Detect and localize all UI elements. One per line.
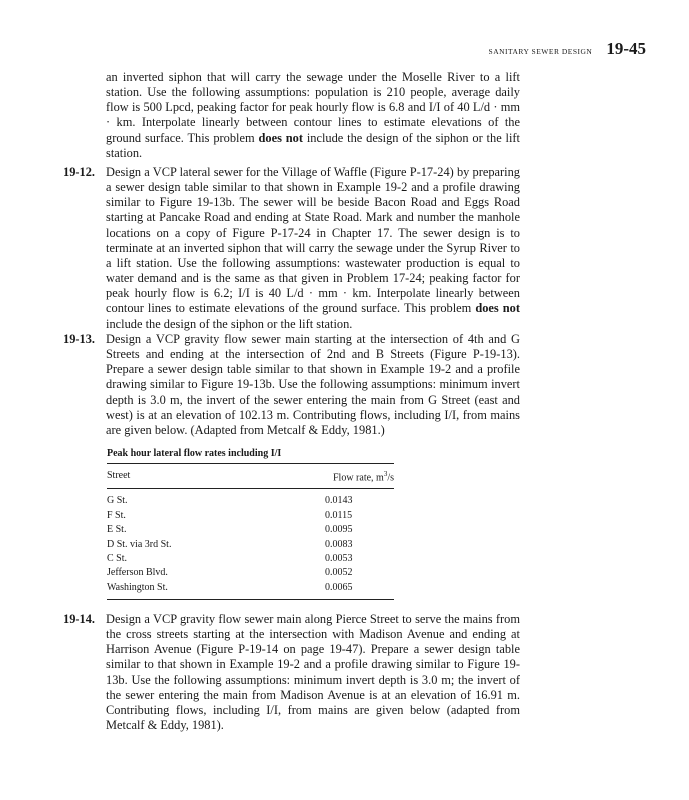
table-row [107,566,394,580]
table-row [107,538,394,552]
street-cell: Jefferson Blvd. [107,567,168,579]
problem-19-12 [63,165,520,332]
flow-cell: 0.0083 [325,538,353,550]
table-row [107,509,394,523]
problem-tail: include the design of the siphon or the lift station. [106,316,353,331]
table-row [107,494,394,508]
column-header-street: Street [107,470,131,481]
flow-cell: 0.0143 [325,495,353,507]
flow-cell: 0.0053 [325,552,353,564]
page-header [489,39,646,59]
column-header-flow: Flow rate, $m^3/s$ [333,470,394,484]
flow-cell: 0.0095 [325,524,353,536]
running-title: SANITARY SEWER DESIGN [488,47,593,56]
table-row [107,581,394,595]
problem-number: 19-13. [63,332,96,346]
table-header [107,464,394,488]
problem-lead: Design a VCP lateral sewer for the Village of Waffle (Figure P-17-24) by preparing a sewer design table similar to that shown in Example 19-2 and a profile drawing similar to Figure 19-13b. The sewer will be beside Bacon Road and Eggs Road starting at Pancake Road and ending at State Road. Mark and number the manhole locations on a copy of Figure P-17-24 in Chapter 17. The sewer design is to terminate at an inverted siphon that will carry the sewage under the Syrup River to a lift station. Use the following assumptions: wastewater production is equal to water demand and is the same as that given in Problem 17-24; peaking factor for peak hourly flow is 6.2; I/I is 40 L/d · mm · km. Interpolate linearly between contour lines to estimate elevations of the ground surface. This problem [106,165,520,316]
table-row [107,523,394,537]
flow-cell: 0.0065 [325,581,353,593]
continuation-tail: include the design of the siphon or the lift station. [106,130,521,160]
flow-cell: 0.0115 [325,509,353,521]
problem-text: Design a VCP gravity flow sewer main along Pierce Street to serve the mains from the cross streets starting at the intersection with Madison Avenue and ending at Harrison Avenue (Figure P-19-14 on page 19-47). Prepare a sewer design table similar to that shown in Example 19-2 and a profile drawing similar to Figure 19-13b. Use the following assumptions: minimum invert depth is 3.0 m; the invert of the sewer entering the main from Madison Avenue is at an elevation of 16.91 m. Contributing flows, including I/I, from mains are given below (adapted from Metcalf & Eddy, 1981). [106,612,520,733]
continuation-lead: an inverted siphon that will carry the sewage under the Moselle River to a lift station. Use the following assumptions: population is 210 people, average daily flow is 500 Lpcd, peaking factor for peak hourly flow is 6.8 and I/I of 40 L/d · mm · km. Interpolate linearly between contour lines to estimate elevations of the ground surface. This problem [106,70,520,145]
street-cell: F St. [107,509,126,521]
street-cell: Washington St. [107,581,168,593]
continuation-paragraph [106,70,520,161]
problem-19-14 [63,612,520,733]
continuation-emphasis: does not [258,130,303,145]
problem-text [106,165,520,332]
table-bottom-rule [107,599,394,600]
street-cell: D St. via 3rd St. [107,538,172,550]
problem-19-13 [63,332,520,438]
street-cell: G St. [107,495,128,507]
problem-number: 19-14. [63,612,96,626]
table-row [107,552,394,566]
flow-cell: 0.0052 [325,567,353,579]
table-title: Peak hour lateral flow rates including I/I [107,448,282,459]
street-cell: C St. [107,552,128,564]
problem-emphasis: does not [475,301,521,316]
page-number: 19-45 [606,39,646,58]
problem-number: 19-12. [63,165,96,179]
table-body [107,489,394,599]
problem-text: Design a VCP gravity flow sewer main starting at the intersection of 4th and G Streets and ending at the intersection of 2nd and B Streets (Figure P-19-13). Prepare a sewer design table similar to that shown in Example 19-2 and a profile drawing similar to Figure 19-13b. Use the following assumptions: minimum invert depth is 3.0 m, the invert of the sewer entering the main from G Street (east and west) is at an elevation of 102.13 m. Contributing flows, including I/I, from mains are given below. (Adapted from Metcalf & Eddy, 1981.) [106,332,520,437]
flow-rate-table [107,448,394,600]
street-cell: E St. [107,524,127,536]
